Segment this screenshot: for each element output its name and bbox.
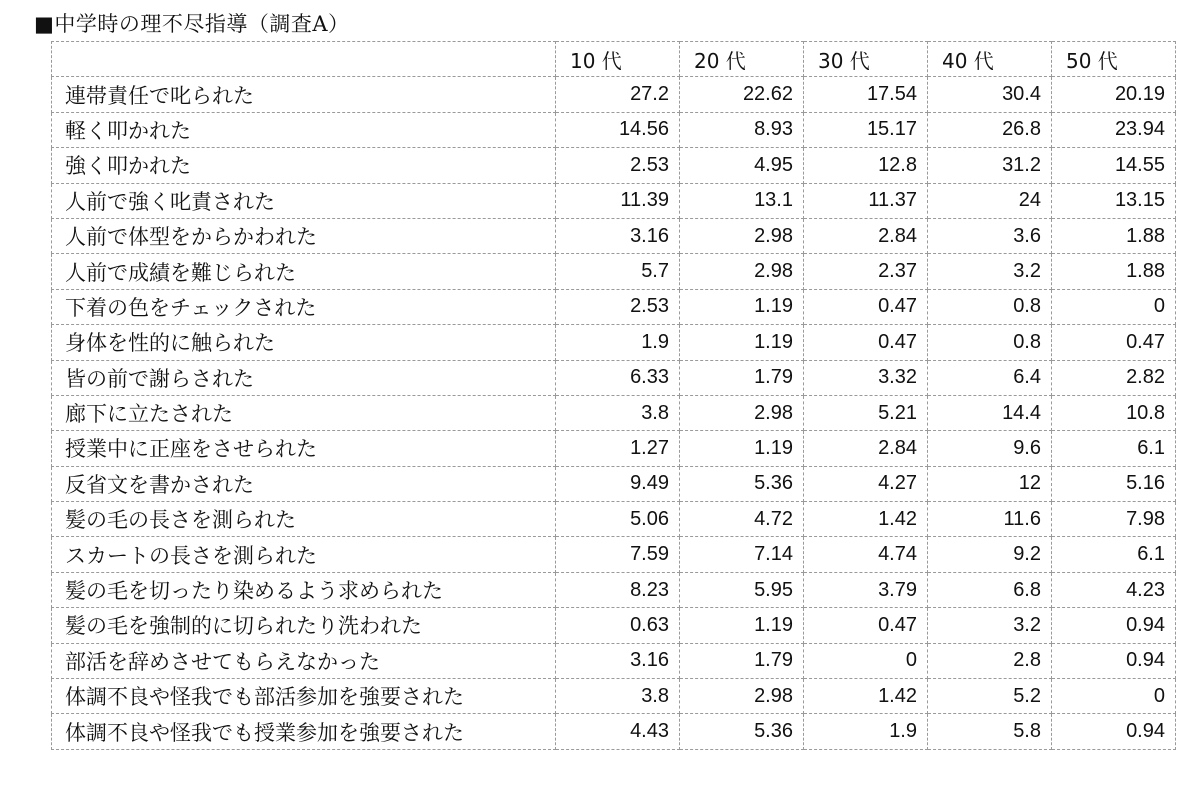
- value-cell: 27.2: [556, 77, 680, 112]
- value-cell: 4.72: [680, 502, 804, 537]
- table-row: [52, 643, 1176, 678]
- value-cell: 12.8: [804, 148, 928, 183]
- column-header: 50 代: [1052, 42, 1176, 77]
- row-label: 体調不良や怪我でも部活参加を強要された: [52, 679, 556, 714]
- value-cell: 17.54: [804, 77, 928, 112]
- value-cell: 0.47: [804, 608, 928, 643]
- value-cell: 2.37: [804, 254, 928, 289]
- value-cell: 7.14: [680, 537, 804, 572]
- row-label: 髪の毛を切ったり染めるよう求められた: [52, 572, 556, 607]
- value-cell: 2.98: [680, 218, 804, 253]
- value-cell: 2.98: [680, 395, 804, 430]
- value-cell: 4.95: [680, 148, 804, 183]
- value-cell: 1.42: [804, 502, 928, 537]
- row-label: 体調不良や怪我でも授業参加を強要された: [52, 714, 556, 749]
- table-row: [52, 183, 1176, 218]
- value-cell: 2.53: [556, 148, 680, 183]
- row-label: 下着の色をチェックされた: [52, 289, 556, 324]
- value-cell: 11.37: [804, 183, 928, 218]
- value-cell: 0.94: [1052, 608, 1176, 643]
- value-cell: 6.1: [1052, 537, 1176, 572]
- value-cell: 0.47: [804, 289, 928, 324]
- value-cell: 3.2: [928, 608, 1052, 643]
- value-cell: 24: [928, 183, 1052, 218]
- row-label: 髪の毛を強制的に切られたり洗われた: [52, 608, 556, 643]
- table-row: [52, 608, 1176, 643]
- value-cell: 0.47: [1052, 325, 1176, 360]
- value-cell: 0.94: [1052, 643, 1176, 678]
- value-cell: 2.82: [1052, 360, 1176, 395]
- row-label: 身体を性的に触られた: [52, 325, 556, 360]
- table-row: [52, 289, 1176, 324]
- value-cell: 3.8: [556, 395, 680, 430]
- value-cell: 5.21: [804, 395, 928, 430]
- row-label: 軽く叩かれた: [52, 112, 556, 147]
- table-row: [52, 466, 1176, 501]
- table-row: [52, 572, 1176, 607]
- value-cell: 5.95: [680, 572, 804, 607]
- value-cell: 0: [1052, 679, 1176, 714]
- value-cell: 0: [804, 643, 928, 678]
- value-cell: 6.8: [928, 572, 1052, 607]
- value-cell: 30.4: [928, 77, 1052, 112]
- value-cell: 4.74: [804, 537, 928, 572]
- row-label: 人前で強く叱責された: [52, 183, 556, 218]
- survey-table: [51, 41, 1176, 750]
- value-cell: 6.4: [928, 360, 1052, 395]
- value-cell: 1.19: [680, 289, 804, 324]
- value-cell: 3.32: [804, 360, 928, 395]
- value-cell: 4.27: [804, 466, 928, 501]
- value-cell: 1.19: [680, 608, 804, 643]
- row-label: 髪の毛の長さを測られた: [52, 502, 556, 537]
- value-cell: 15.17: [804, 112, 928, 147]
- row-label: 授業中に正座をさせられた: [52, 431, 556, 466]
- value-cell: 1.9: [804, 714, 928, 749]
- value-cell: 12: [928, 466, 1052, 501]
- value-cell: 1.27: [556, 431, 680, 466]
- value-cell: 0: [1052, 289, 1176, 324]
- value-cell: 5.36: [680, 714, 804, 749]
- table-row: [52, 537, 1176, 572]
- row-label: 皆の前で謝らされた: [52, 360, 556, 395]
- value-cell: 14.55: [1052, 148, 1176, 183]
- table-row: [52, 431, 1176, 466]
- value-cell: 4.43: [556, 714, 680, 749]
- value-cell: 1.9: [556, 325, 680, 360]
- value-cell: 5.16: [1052, 466, 1176, 501]
- row-label: 強く叩かれた: [52, 148, 556, 183]
- value-cell: 9.6: [928, 431, 1052, 466]
- value-cell: 14.56: [556, 112, 680, 147]
- value-cell: 22.62: [680, 77, 804, 112]
- value-cell: 5.06: [556, 502, 680, 537]
- table-row: [52, 360, 1176, 395]
- row-label: 廊下に立たされた: [52, 395, 556, 430]
- row-label: 反省文を書かされた: [52, 466, 556, 501]
- table-row: [52, 254, 1176, 289]
- table-row: [52, 679, 1176, 714]
- value-cell: 0.94: [1052, 714, 1176, 749]
- value-cell: 2.84: [804, 218, 928, 253]
- value-cell: 3.8: [556, 679, 680, 714]
- value-cell: 5.36: [680, 466, 804, 501]
- value-cell: 3.16: [556, 218, 680, 253]
- value-cell: 8.23: [556, 572, 680, 607]
- value-cell: 20.19: [1052, 77, 1176, 112]
- table-row: [52, 112, 1176, 147]
- value-cell: 3.16: [556, 643, 680, 678]
- value-cell: 4.23: [1052, 572, 1176, 607]
- value-cell: 1.19: [680, 431, 804, 466]
- value-cell: 1.19: [680, 325, 804, 360]
- value-cell: 5.8: [928, 714, 1052, 749]
- column-header: 10 代: [556, 42, 680, 77]
- value-cell: 11.6: [928, 502, 1052, 537]
- header-row: [52, 42, 1176, 77]
- table-body: [52, 77, 1176, 749]
- value-cell: 23.94: [1052, 112, 1176, 147]
- table-row: [52, 714, 1176, 749]
- column-header: 30 代: [804, 42, 928, 77]
- value-cell: 3.79: [804, 572, 928, 607]
- value-cell: 9.49: [556, 466, 680, 501]
- value-cell: 0.8: [928, 289, 1052, 324]
- value-cell: 9.2: [928, 537, 1052, 572]
- table-row: [52, 325, 1176, 360]
- value-cell: 10.8: [1052, 395, 1176, 430]
- value-cell: 13.1: [680, 183, 804, 218]
- value-cell: 1.88: [1052, 218, 1176, 253]
- column-header: 40 代: [928, 42, 1052, 77]
- value-cell: 1.79: [680, 360, 804, 395]
- corner-cell: [52, 42, 556, 77]
- value-cell: 2.98: [680, 254, 804, 289]
- value-cell: 11.39: [556, 183, 680, 218]
- value-cell: 1.79: [680, 643, 804, 678]
- value-cell: 6.1: [1052, 431, 1176, 466]
- value-cell: 7.98: [1052, 502, 1176, 537]
- value-cell: 2.84: [804, 431, 928, 466]
- value-cell: 0.63: [556, 608, 680, 643]
- row-label: 部活を辞めさせてもらえなかった: [52, 643, 556, 678]
- table-row: [52, 218, 1176, 253]
- row-label: 人前で体型をからかわれた: [52, 218, 556, 253]
- value-cell: 3.6: [928, 218, 1052, 253]
- value-cell: 13.15: [1052, 183, 1176, 218]
- value-cell: 2.8: [928, 643, 1052, 678]
- value-cell: 0.8: [928, 325, 1052, 360]
- column-header: 20 代: [680, 42, 804, 77]
- value-cell: 0.47: [804, 325, 928, 360]
- row-label: 人前で成績を難じられた: [52, 254, 556, 289]
- table-title: ■中学時の理不尽指導（調査A）: [34, 12, 350, 36]
- value-cell: 1.88: [1052, 254, 1176, 289]
- value-cell: 5.7: [556, 254, 680, 289]
- value-cell: 14.4: [928, 395, 1052, 430]
- row-label: スカートの長さを測られた: [52, 537, 556, 572]
- table-row: [52, 148, 1176, 183]
- value-cell: 6.33: [556, 360, 680, 395]
- value-cell: 2.53: [556, 289, 680, 324]
- value-cell: 26.8: [928, 112, 1052, 147]
- table-row: [52, 395, 1176, 430]
- value-cell: 8.93: [680, 112, 804, 147]
- value-cell: 7.59: [556, 537, 680, 572]
- value-cell: 3.2: [928, 254, 1052, 289]
- value-cell: 31.2: [928, 148, 1052, 183]
- table-row: [52, 77, 1176, 112]
- value-cell: 2.98: [680, 679, 804, 714]
- table-row: [52, 502, 1176, 537]
- row-label: 連帯責任で叱られた: [52, 77, 556, 112]
- value-cell: 1.42: [804, 679, 928, 714]
- value-cell: 5.2: [928, 679, 1052, 714]
